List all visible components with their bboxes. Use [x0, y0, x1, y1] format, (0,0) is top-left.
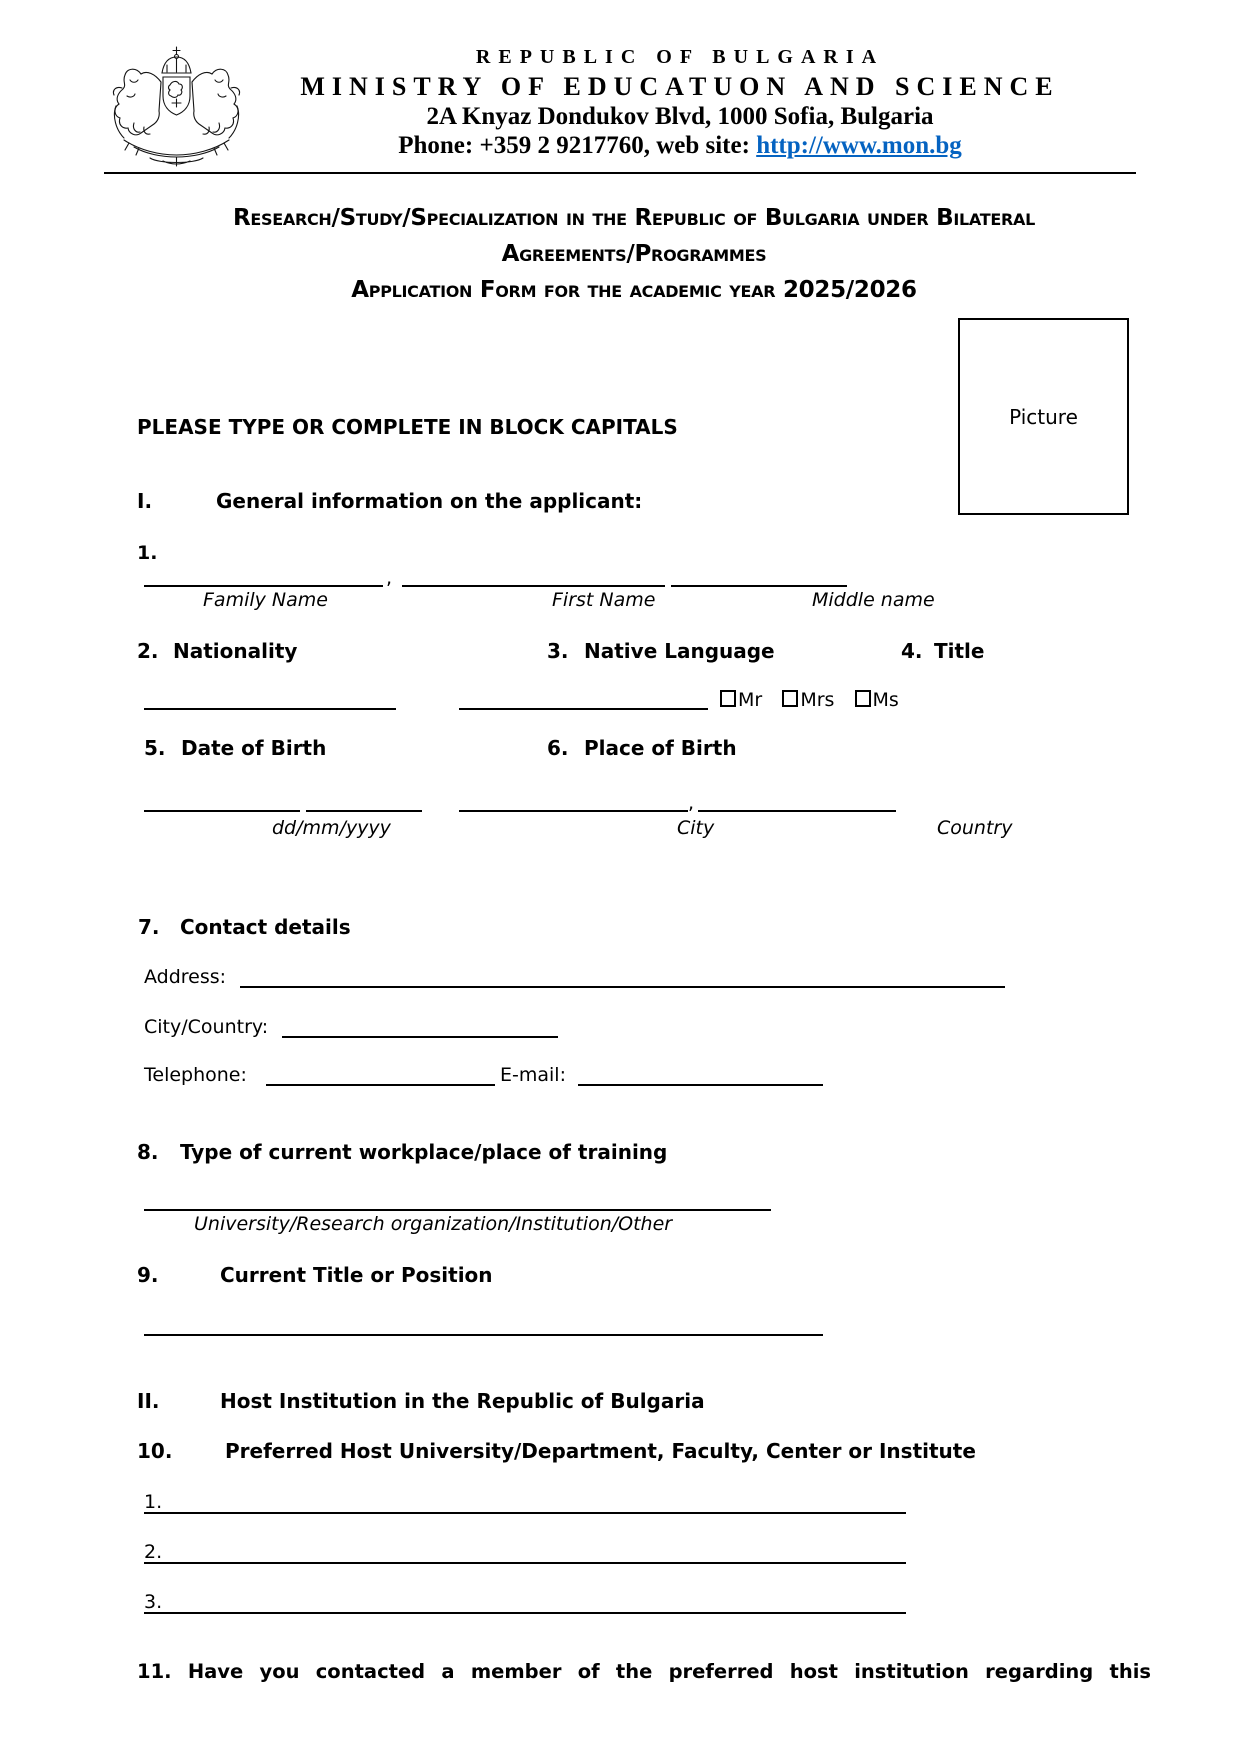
q8-number: 8.: [137, 1140, 159, 1164]
q10-number: 10.: [137, 1439, 173, 1463]
nationality-field[interactable]: [144, 688, 396, 710]
title-option-ms[interactable]: [855, 689, 899, 711]
workplace-type-hint: University/Research organization/Institution/Other: [194, 1213, 673, 1235]
letterhead-phone: Phone: +359 2 9217760, web site:: [398, 132, 757, 159]
letterhead-ministry: MINISTRY OF EDUCATUON AND SCIENCE: [300, 72, 1060, 101]
section2-title: Host Institution in the Republic of Bulgaria: [220, 1389, 705, 1413]
date-format-hint: dd/mm/yyyy: [272, 817, 391, 839]
q3-label: Native Language: [584, 639, 775, 663]
preferred-host-2-field[interactable]: [144, 1541, 906, 1564]
q3-number: 3.: [547, 639, 569, 663]
block-capitals-note: PLEASE TYPE OR COMPLETE IN BLOCK CAPITALS: [137, 415, 678, 439]
email-label: E-mail:: [500, 1064, 566, 1086]
q7-label: Contact details: [180, 915, 351, 939]
date-of-birth-field[interactable]: [144, 790, 300, 812]
date-of-birth-field-part2[interactable]: [306, 790, 422, 812]
q1-separator: ,: [386, 567, 393, 589]
first-name-label: First Name: [552, 589, 656, 611]
middle-name-label: Middle name: [812, 589, 935, 611]
form-title-line2: Agreements/Programmes: [501, 241, 767, 267]
q8-label: Type of current workplace/place of training: [180, 1140, 668, 1164]
photo-placeholder-label: Picture: [1009, 404, 1078, 429]
letterhead-contact-line: [258, 131, 1102, 160]
q4-label: Title: [934, 639, 985, 663]
city-country-field[interactable]: [282, 1016, 558, 1038]
email-field[interactable]: [578, 1064, 823, 1086]
title-option-mrs[interactable]: [782, 689, 834, 711]
preferred-host-3-field[interactable]: [144, 1591, 906, 1614]
form-title-line1: Research/Study/Specialization in the Republic of Bulgaria under Bilateral: [232, 205, 1036, 231]
address-label: Address:: [144, 966, 227, 988]
birth-country-hint: Country: [937, 817, 1013, 839]
q11-text: Have you contacted a member of the preferred host institution regarding this: [187, 1660, 1151, 1683]
q4-number: 4.: [901, 639, 923, 663]
ministry-website-link[interactable]: http://www.mon.bg: [756, 132, 962, 159]
q6-label: Place of Birth: [584, 736, 737, 760]
letterhead-divider: [104, 172, 1136, 174]
q6-separator: ,: [688, 792, 695, 814]
form-title-line3: [137, 272, 1131, 308]
title-option-mr-label: Mr: [738, 689, 763, 711]
first-name-field[interactable]: [402, 565, 665, 587]
title-option-ms-label: Ms: [872, 689, 899, 711]
preferred-host-3-number: 3.: [144, 1591, 163, 1613]
title-option-mr[interactable]: [720, 689, 762, 711]
section2-number: II.: [137, 1389, 160, 1413]
photo-placeholder-box[interactable]: [958, 318, 1129, 515]
q1-number: 1.: [137, 542, 158, 564]
q7-number: 7.: [138, 915, 160, 939]
q11-number: 11.: [137, 1660, 172, 1683]
form-title-line3-text: Application Form for the academic year: [351, 277, 783, 303]
checkbox-icon[interactable]: [855, 690, 871, 707]
city-country-label: City/Country:: [144, 1016, 269, 1038]
section1-title: General information on the applicant:: [216, 489, 643, 513]
middle-name-field[interactable]: [671, 565, 847, 587]
q10-label: Preferred Host University/Department, Faculty, Center or Institute: [225, 1439, 976, 1463]
native-language-field[interactable]: [459, 688, 708, 710]
workplace-type-field[interactable]: [144, 1189, 771, 1211]
telephone-label: Telephone:: [144, 1064, 247, 1086]
checkbox-icon[interactable]: [782, 690, 798, 707]
preferred-host-1-number: 1.: [144, 1491, 163, 1513]
letterhead-country: REPUBLIC OF BULGARIA: [475, 46, 885, 68]
family-name-label: Family Name: [203, 589, 328, 611]
family-name-field[interactable]: [144, 565, 383, 587]
current-position-field[interactable]: [144, 1314, 823, 1336]
telephone-field[interactable]: [266, 1064, 495, 1086]
birth-city-hint: City: [677, 817, 715, 839]
q9-number: 9.: [137, 1263, 159, 1287]
birth-city-field[interactable]: [459, 790, 688, 812]
q2-label: Nationality: [173, 639, 298, 663]
letterhead-address: 2A Knyaz Dondukov Blvd, 1000 Sofia, Bulgaria: [426, 103, 934, 130]
section1-number: I.: [137, 489, 153, 513]
bulgaria-coat-of-arms-icon: [103, 44, 250, 169]
q9-label: Current Title or Position: [220, 1263, 493, 1287]
birth-country-field[interactable]: [698, 790, 896, 812]
q6-number: 6.: [547, 736, 569, 760]
preferred-host-1-field[interactable]: [144, 1491, 906, 1514]
academic-year: 2025/2026: [782, 277, 917, 303]
q11-question: [137, 1660, 1151, 1683]
title-option-mrs-label: Mrs: [800, 689, 835, 711]
checkbox-icon[interactable]: [720, 690, 736, 707]
preferred-host-2-number: 2.: [144, 1541, 163, 1563]
letterhead: [258, 44, 1102, 160]
q2-number: 2.: [137, 639, 159, 663]
q5-label: Date of Birth: [181, 736, 327, 760]
q5-number: 5.: [144, 736, 166, 760]
address-field[interactable]: [240, 966, 1005, 988]
form-title: [137, 200, 1131, 308]
title-options: [720, 689, 899, 711]
